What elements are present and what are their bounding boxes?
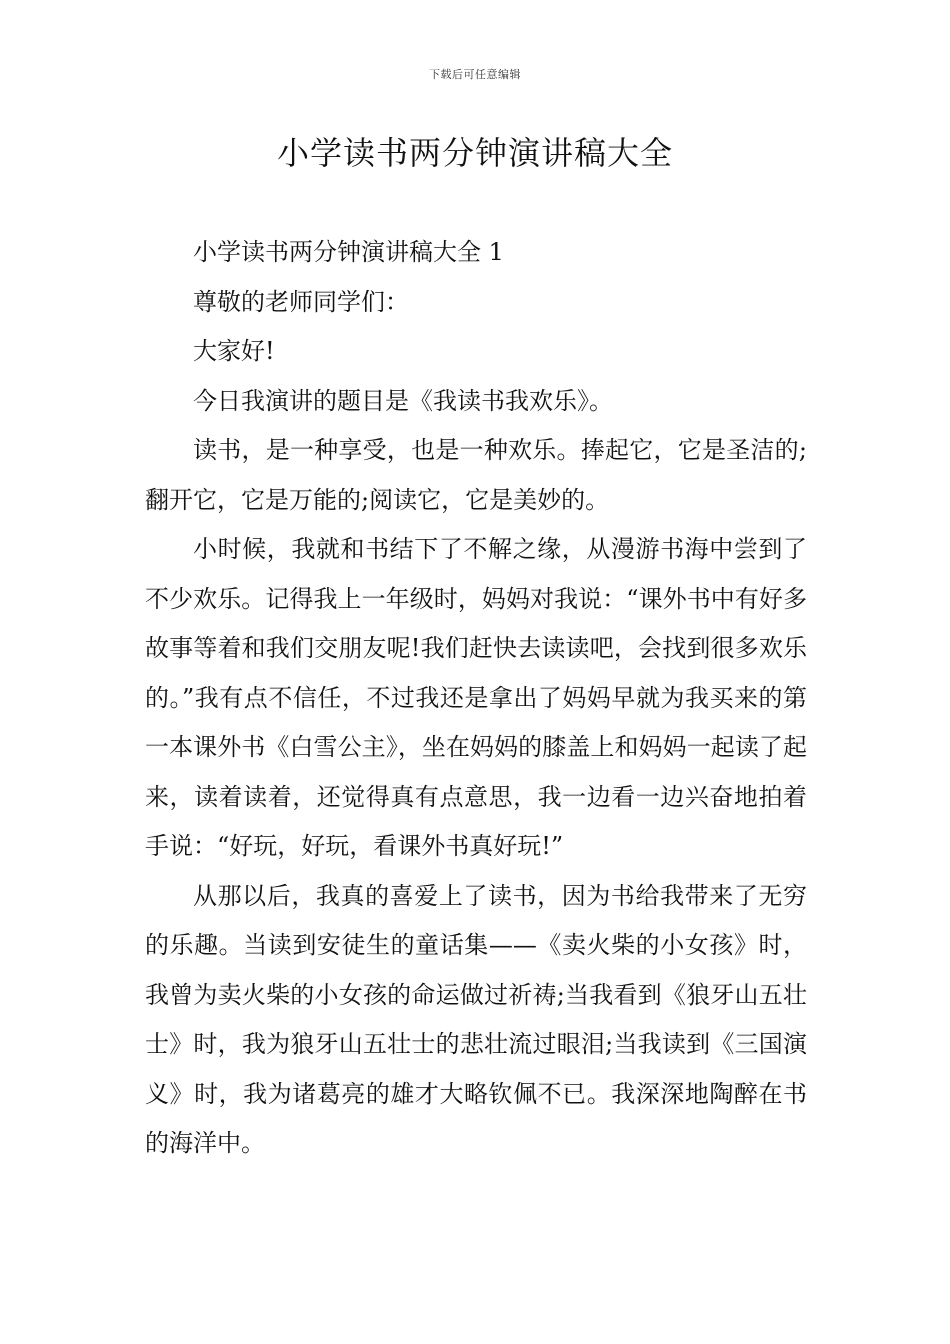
header-note: 下载后可任意编辑: [429, 68, 521, 81]
paragraph-body: 从那以后，我真的喜爱上了读书，因为书给我带来了无穷的乐趣。当读到安徒生的童话集——《卖火柴的小女孩》时，我曾为卖火柴的小女孩的命运做过祈祷;当我看到《狼牙山五壮士》时，我为狼牙山五壮士的悲壮流过眼泪;当我读到《三国演义》时，我为诸葛亮的雄才大略钦佩不已。我深深地陶醉在书的海洋中。: [145, 881, 807, 1157]
paragraph-subtitle: 小学读书两分钟演讲稿大全 1: [193, 238, 504, 266]
document-title: 小学读书两分钟演讲稿大全: [276, 134, 673, 172]
paragraph-body: 读书，是一种享受，也是一种欢乐。捧起它，它是圣洁的;翻开它，它是万能的;阅读它，它是美妙的。: [145, 436, 807, 514]
paragraph-greeting: 大家好!: [193, 337, 275, 365]
paragraph-topic: 今日我演讲的题目是《我读书我欢乐》。: [193, 386, 613, 415]
document-body: [145, 228, 807, 1169]
paragraph-body: 小时候，我就和书结下了不解之缘，从漫游书海中尝到了不少欢乐。记得我上一年级时，妈妈对我说：“课外书中有好多故事等着和我们交朋友呢!我们赶快去读读吧，会找到很多欢乐的。”我有点不信任，不过我还是拿出了妈妈早就为我买来的第一本课外书《白雪公主》，坐在妈妈的膝盖上和妈妈一起读了起来，读着读着，还觉得真有点意思，我一边看一边兴奋地拍着手说：“好玩，好玩，看课外书真好玩!”: [145, 535, 807, 860]
paragraph-salutation: 尊敬的老师同学们：: [193, 287, 409, 316]
